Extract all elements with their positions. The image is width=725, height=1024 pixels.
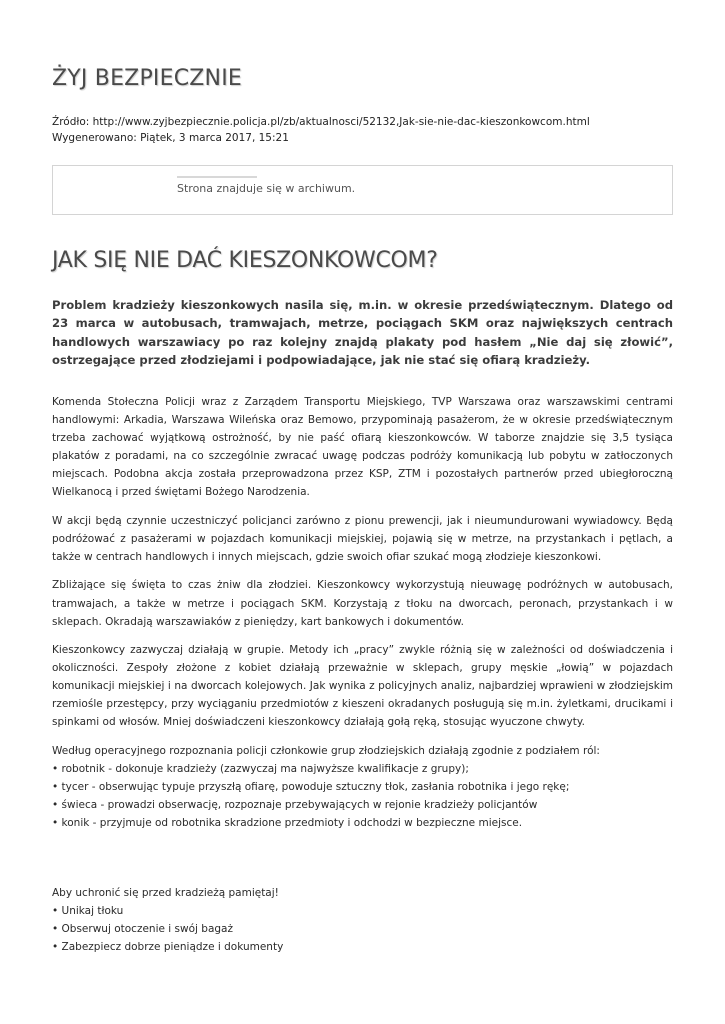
roles-list-item: • konik - przyjmuje od robotnika skradzione przedmioty i odchodzi w bezpieczne miejsce.	[52, 814, 673, 832]
article-paragraph: Zbliżające się święta to czas żniw dla złodziei. Kieszonkowcy wykorzystują nieuwagę podróżnych w autobusach, tramwajach, a także w metrze i pociągach SKM. Korzystają z tłoku na dworcach, peronach, przystankach i w sklepach. Okradają warszawiaków z pieniędzy, kart bankowych i dokumentów.	[52, 579, 673, 628]
tips-section	[52, 884, 673, 956]
source-line: Źródło: http://www.zyjbezpiecznie.policja.pl/zb/aktualnosci/52132,Jak-sie-nie-dac-kieszonkowcom.html	[52, 116, 590, 128]
roles-list-item: • robotnik - dokonuje kradzieży (zazwyczaj ma najwyższe kwalifikacje z grupy);	[52, 760, 673, 778]
article-body	[52, 393, 673, 832]
tips-list	[52, 902, 673, 956]
site-title: ŻYJ BEZPIECZNIE	[52, 66, 242, 91]
roles-list	[52, 760, 673, 832]
article-paragraph: Komenda Stołeczna Policji wraz z Zarządem Transportu Miejskiego, TVP Warszawa oraz warszawskimi centrami handlowymi: Arkadia, Warszawa Wileńska oraz Bemowo, przypominają pasażerom, że w okresie przedświątecznym trzeba zachować wyjątkową ostrożność, by nie paść ofiarą kieszonkowców. W taborze znajdzie się 3,5 tysiąca plakatów z poradami, na co szczególnie zwracać uwagę podczas podróży komunikacją lub pobytu w zatłoczonych miejscach. Podobna akcja została przeprowadzona przez KSP, ZTM i pozostałych partnerów przed ubiegłoroczną Wielkanocą i przed świętami Bożego Narodzenia.	[52, 396, 673, 499]
generated-line: Wygenerowano: Piątek, 3 marca 2017, 15:21	[52, 132, 289, 144]
article-paragraph: Kieszonkowcy zazwyczaj działają w grupie. Metody ich „pracy” zwykle różnią się w zależności od doświadczenia i okoliczności. Zespoły złożone z kobiet działają przeważnie w sklepach, grupy męskie „łowią” w pojazdach komunikacji miejskiej i na dworcach kolejowych. Jak wynika z policyjnych analiz, najbardziej wprawieni w złodziejskim rzemiośle przestępcy, przy wyciąganiu przedmiotów z kieszeni okradanych posługują się m.in. żyletkami, drucikami i spinkami od włosów. Mniej doświadczeni kieszonkowcy działają gołą ręką, stosując wyuczone chwyty.	[52, 644, 673, 729]
roles-intro: Według operacyjnego rozpoznania policji członkowie grup złodziejskich działają zgodnie z podziałem ról:	[52, 744, 600, 757]
archive-notice-text: Strona znajduje się w archiwum.	[177, 182, 356, 195]
tips-list-item: • Unikaj tłoku	[52, 902, 673, 920]
tips-intro: Aby uchronić się przed kradzieżą pamiętaj!	[52, 887, 279, 899]
roles-list-item: • tycer - obserwując typuje przyszłą ofiarę, powoduje sztuczny tłok, zasłania robotnika i jego rękę;	[52, 778, 673, 796]
tips-list-item: • Zabezpiecz dobrze pieniądze i dokumenty	[52, 938, 673, 956]
archive-notice-box	[52, 165, 673, 215]
roles-section	[52, 742, 673, 832]
roles-list-item: • świeca - prowadzi obserwację, rozpoznaje przebywających w rejonie kradzieży policjantów	[52, 796, 673, 814]
document-meta	[52, 114, 590, 146]
article-title: JAK SIĘ NIE DAĆ KIESZONKOWCOM?	[52, 248, 438, 273]
archive-notice-divider	[177, 176, 257, 178]
article-paragraph: W akcji będą czynnie uczestniczyć policjanci zarówno z pionu prewencji, jak i nieumundurowani wywiadowcy. Będą podróżować z pasażerami w pojazdach komunikacji miejskiej, pojawią się w metrze, na przystankach i pętlach, a także w centrach handlowych i innych miejscach, gdzie swoich ofiar szukać mogą złodzieje kieszonkowi.	[52, 514, 673, 564]
article-lead: Problem kradzieży kieszonkowych nasila się, m.in. w okresie przedświątecznym. Dlatego od 23 marca w autobusach, tramwajach, metrze, pociągach SKM oraz największych centrach handlowych warszawiacy po raz kolejny znajdą plakaty pod hasłem „Nie daj się złowić”, ostrzegające przed złodziejami i podpowiadające, jak nie stać się ofiarą kradzieży.	[52, 298, 673, 367]
tips-list-item: • Obserwuj otoczenie i swój bagaż	[52, 920, 673, 938]
